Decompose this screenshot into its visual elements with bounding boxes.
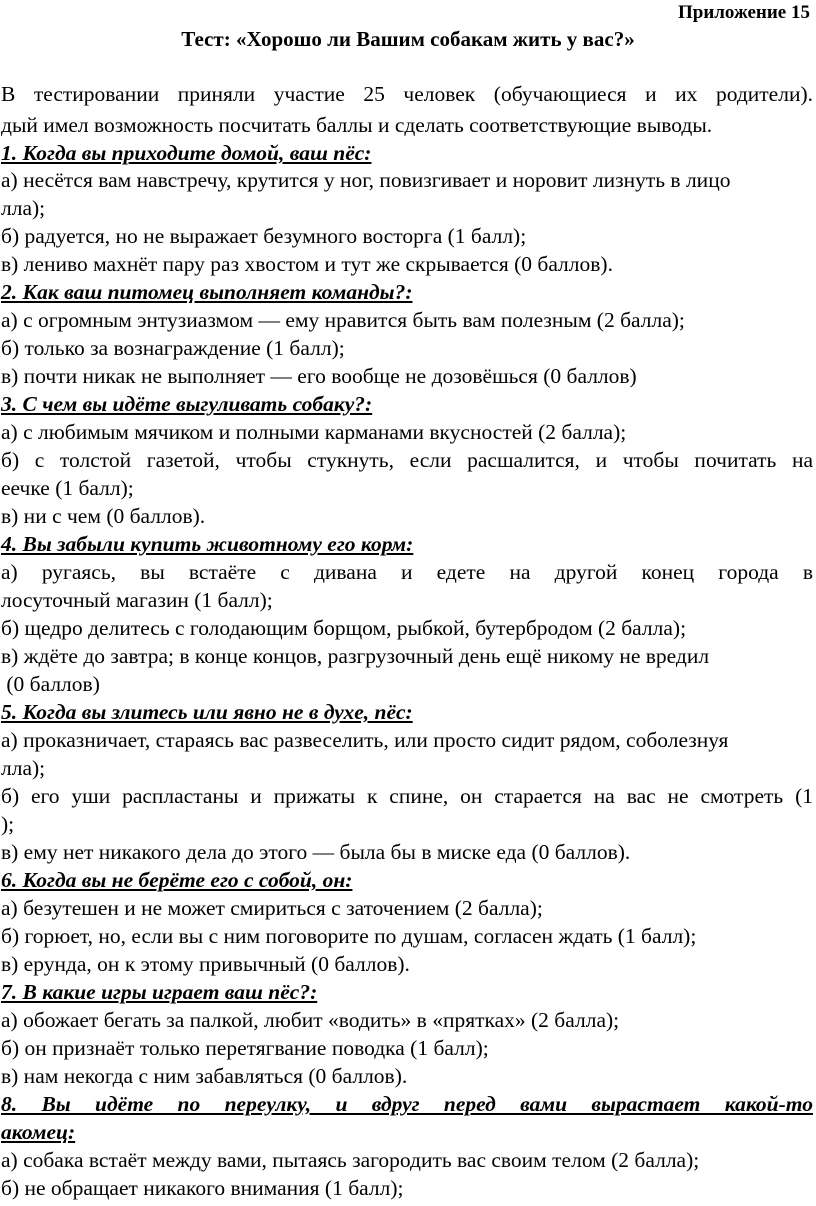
answer-line: а) безутешен и не может смириться с заточением (2 балла); [1, 896, 543, 920]
answer-line: а) с огромным энтузиазмом — ему нравится быть вам полезным (2 балла); [1, 308, 685, 332]
answer-line: б) он признаёт только перетягвание поводка (1 балл); [1, 1036, 489, 1060]
appendix-label: Приложение 15 [677, 2, 810, 23]
question-6-title: 6. Когда вы не берёте его с собой, он: [1, 868, 353, 892]
intro-line: В тестировании приняли участие 25 человек (обучающиеся и их родители). [1, 82, 813, 106]
answer-line: в) ждёте до завтра; в конце концов, разгрузочный день ещё никому не вредил [1, 644, 710, 668]
answer-line: б) его уши распластаны и прижаты к спине, он старается на вас не смотреть (1 [1, 784, 813, 808]
answer-line: а) обожает бегать за палкой, любит «водить» в «прятках» (2 балла); [1, 1008, 620, 1032]
answer-line: б) с толстой газетой, чтобы стукнуть, если расшалится, и чтобы почитать на [1, 448, 813, 472]
answer-line: в) лениво махнёт пару раз хвостом и тут же скрывается (0 баллов). [1, 252, 613, 276]
answer-line: в) нам некогда с ним забавляться (0 баллов). [1, 1064, 408, 1088]
answer-line: в) ему нет никакого дела до этого — была бы в миске еда (0 баллов). [1, 840, 631, 864]
answer-line: лла); [1, 196, 46, 220]
answer-line: б) щедро делитесь с голодающим борщом, рыбкой, бутербродом (2 балла); [1, 616, 687, 640]
answer-line: (0 баллов) [1, 672, 100, 696]
test-title: Тест: «Хорошо ли Вашим собакам жить у вас?» [181, 27, 635, 51]
answer-line: лосуточный магазин (1 балл); [1, 588, 273, 612]
answer-line: б) горюет, но, если вы с ним поговорите по душам, согласен ждать (1 балл); [1, 924, 697, 948]
answer-line: а) проказничает, стараясь вас развеселить, или просто сидит рядом, соболезнуя [1, 728, 729, 752]
answer-line: в) ерунда, он к этому привычный (0 баллов). [1, 952, 410, 976]
question-1-title: 1. Когда вы приходите домой, ваш пёс: [1, 141, 372, 165]
answer-line: ); [1, 812, 15, 836]
question-5-title: 5. Когда вы злитесь или явно не в духе, пёс: [1, 700, 413, 724]
answer-line: в) ни с чем (0 баллов). [1, 504, 206, 528]
question-7-title: 7. В какие игры играет ваш пёс?: [1, 980, 318, 1004]
question-8-title-cont: акомец: [1, 1120, 76, 1144]
intro-line: дый имел возможность посчитать баллы и сделать соответствующие выводы. [1, 113, 713, 137]
question-8-title: 8. Вы идёте по переулку, и вдруг перед вами вырастает какой-то [1, 1092, 813, 1116]
question-3-title: 3. С чем вы идёте выгуливать собаку?: [1, 392, 373, 416]
answer-line: а) собака встаёт между вами, пытаясь загородить вас своим телом (2 балла); [1, 1148, 700, 1172]
answer-line: еечке (1 балл); [1, 476, 134, 500]
question-4-title: 4. Вы забыли купить животному его корм: [1, 532, 414, 556]
answer-line: лла); [1, 756, 46, 780]
answer-line: б) не обращает никакого внимания (1 балл); [1, 1176, 404, 1200]
answer-line: б) только за вознаграждение (1 балл); [1, 336, 345, 360]
answer-line: а) несётся вам навстречу, крутится у ног, повизгивает и норовит лизнуть в лицо [1, 168, 731, 192]
question-2-title: 2. Как ваш питомец выполняет команды?: [1, 280, 413, 304]
answer-line: а) с любимым мячиком и полными карманами вкусностей (2 балла); [1, 420, 627, 444]
answer-line: б) радуется, но не выражает безумного восторга (1 балл); [1, 224, 527, 248]
answer-line: в) почти никак не выполняет — его вообще не дозовёшься (0 баллов) [1, 364, 637, 388]
answer-line: а) ругаясь, вы встаёте с дивана и едете на другой конец города в [1, 560, 813, 584]
